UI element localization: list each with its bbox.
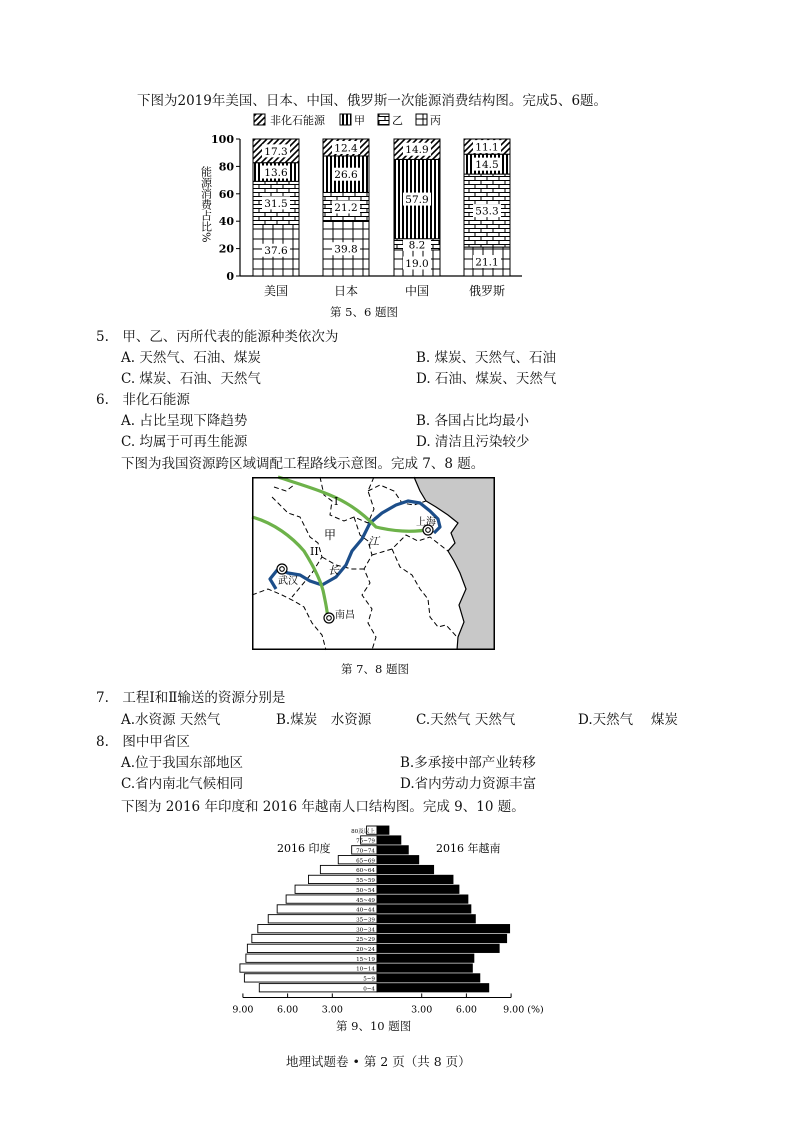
population-pyramid-chart <box>232 820 550 1016</box>
q5-option-c[interactable]: C. 煤炭、石油、天然气 <box>121 371 261 387</box>
chart2-x-tick-label: 6.00 <box>455 1004 477 1016</box>
age-group-label: 65~69 <box>356 858 375 865</box>
age-group-label: 55~59 <box>356 878 375 885</box>
chart2-x-tick-label: 6.00 <box>277 1004 299 1016</box>
age-group-label: 70~74 <box>356 848 375 855</box>
segment-value-label: 14.5 <box>475 159 499 172</box>
vietnam-bar <box>377 895 468 903</box>
q5-option-b[interactable]: B. 煤炭、天然气、石油 <box>416 350 557 366</box>
q8-option-c[interactable]: C.省内南北气候相同 <box>121 776 244 792</box>
intro-text-1: 下图为2019年美国、日本、中国、俄罗斯一次能源消费结构图。完成5、6题。 <box>137 93 608 109</box>
chart2-x-tick-label: 9.00 <box>232 1004 254 1016</box>
india-bar <box>259 984 377 992</box>
vietnam-bar <box>377 925 510 933</box>
chart1-ylabel: 能源消费占比% <box>199 166 213 243</box>
segment-value-label: 21.1 <box>475 256 499 269</box>
segment-value-label: 13.6 <box>264 167 288 180</box>
legend-label-bing: 丙 <box>430 114 441 127</box>
q8-option-d[interactable]: D.省内劳动力资源丰富 <box>400 776 537 792</box>
segment-value-label: 8.2 <box>408 239 426 252</box>
segment-value-label: 31.5 <box>264 197 288 210</box>
vietnam-bar <box>377 836 401 844</box>
chart1-y-tick-label: 20 <box>218 242 234 256</box>
label-wuhan: 武汉 <box>278 576 298 587</box>
map-caption: 第 7、8 题图 <box>341 662 409 676</box>
q7-stem: 7. 工程Ⅰ和Ⅱ输送的资源分别是 <box>96 690 286 706</box>
vietnam-bar <box>377 856 419 864</box>
label-route-two: II <box>310 545 319 558</box>
vietnam-bar <box>377 826 389 834</box>
page-footer: 地理试题卷 • 第 2 页（共 8 页） <box>286 1054 471 1069</box>
vietnam-bar <box>377 885 459 893</box>
chart1-y-tick-label: 100 <box>211 133 234 146</box>
age-group-label: 25~29 <box>356 937 375 944</box>
label-jiang: 江 <box>368 535 379 548</box>
q5-option-d[interactable]: D. 石油、煤炭、天然气 <box>416 371 557 387</box>
chart1-caption: 第 5、6 题图 <box>330 305 398 319</box>
segment-value-label: 17.3 <box>264 145 288 158</box>
vietnam-bar <box>377 846 408 854</box>
age-group-label: 0~4 <box>363 986 375 993</box>
q7-option-b[interactable]: B.煤炭 水资源 <box>276 712 372 728</box>
label-shanghai: 上海 <box>416 517 436 528</box>
age-group-label: 75~79 <box>356 838 375 845</box>
q5-stem: 5. 甲、乙、丙所代表的能源种类依次为 <box>96 329 339 345</box>
segment-value-label: 37.6 <box>264 245 288 258</box>
vietnam-bar <box>377 974 480 982</box>
vietnam-bar <box>377 905 471 913</box>
label-chang: 长 <box>328 564 339 577</box>
q6-option-a[interactable]: A. 占比呈现下降趋势 <box>121 413 248 429</box>
age-group-label: 40~44 <box>356 907 375 914</box>
q6-option-c[interactable]: C. 均属于可再生能源 <box>121 434 248 450</box>
legend-swatch-yi <box>378 114 389 125</box>
vietnam-bar <box>377 934 507 942</box>
q8-option-b[interactable]: B.多承接中部产业转移 <box>400 755 536 771</box>
vietnam-bar <box>377 944 499 952</box>
age-group-label: 45~49 <box>356 897 375 904</box>
intro-text-3: 下图为 2016 年印度和 2016 年越南人口结构图。完成 9、10 题。 <box>121 799 525 815</box>
legend-swatch-nonfossil <box>254 114 265 125</box>
legend-swatch-jia <box>340 114 351 125</box>
q7-option-a[interactable]: A.水资源 天然气 <box>121 712 221 728</box>
q6-stem: 6. 非化石能源 <box>96 392 190 408</box>
chart2-x-tick-label: 3.00 <box>411 1004 433 1016</box>
segment-value-label: 26.6 <box>334 169 358 182</box>
vietnam-bar <box>377 915 475 923</box>
label-province-jia: 甲 <box>324 528 337 542</box>
segment-value-label: 21.2 <box>334 201 358 214</box>
age-group-label: 20~24 <box>356 947 375 953</box>
segment-value-label: 11.1 <box>475 141 499 154</box>
age-group-label: 60~64 <box>356 868 375 875</box>
segment-value-label: 53.3 <box>475 205 499 218</box>
chart1-y-tick-label: 40 <box>218 215 234 229</box>
legend-label-nonfossil: 非化石能源 <box>270 114 325 127</box>
q5-option-a[interactable]: A. 天然气、石油、煤炭 <box>121 350 261 366</box>
vietnam-bar <box>377 954 474 962</box>
age-group-label: 5~9 <box>363 976 375 983</box>
q7-option-c[interactable]: C.天然气 天然气 <box>416 712 516 728</box>
label-route-one: I <box>334 495 339 508</box>
chart1-y-tick-label: 0 <box>226 270 234 283</box>
age-group-label: 80及以上 <box>351 828 375 835</box>
segment-value-label: 39.8 <box>334 243 358 256</box>
q8-option-a[interactable]: A.位于我国东部地区 <box>121 755 244 771</box>
pyramid-right-title: 2016 年越南 <box>436 842 501 855</box>
age-group-label: 50~54 <box>356 887 375 894</box>
resource-transfer-map <box>252 477 495 650</box>
age-group-label: 30~34 <box>356 927 375 934</box>
vietnam-bar <box>377 964 472 972</box>
q7-option-d[interactable]: D.天然气 煤炭 <box>578 712 678 728</box>
city-wuhan <box>277 564 287 574</box>
label-nanchang: 南昌 <box>335 610 355 621</box>
vietnam-bar <box>377 984 489 992</box>
chart1-y-tick-label: 80 <box>218 160 234 174</box>
chart1-y-tick-label: 60 <box>218 187 234 201</box>
india-bar <box>244 974 377 982</box>
q6-option-d[interactable]: D. 清洁且污染较少 <box>416 434 530 450</box>
chart2-x-tick-label: 9.00 (%) <box>503 1004 544 1016</box>
segment-value-label: 57.9 <box>405 194 429 207</box>
chart2-caption: 第 9、10 题图 <box>336 1019 412 1033</box>
q6-option-b[interactable]: B. 各国占比均最小 <box>416 413 530 429</box>
chart1-category-label: 美国 <box>263 284 289 298</box>
vietnam-bar <box>377 865 434 873</box>
age-group-label: 35~39 <box>356 917 375 924</box>
legend-label-yi: 乙 <box>392 114 403 127</box>
intro-text-2: 下图为我国资源跨区域调配工程路线示意图。完成 7、8 题。 <box>121 456 485 472</box>
age-group-label: 10~14 <box>356 966 375 973</box>
segment-value-label: 12.4 <box>334 142 358 155</box>
age-group-label: 15~19 <box>356 956 375 963</box>
legend-swatch-bing <box>416 114 427 125</box>
pyramid-left-title: 2016 印度 <box>277 842 331 855</box>
city-nanchang <box>324 613 334 623</box>
chart1-category-label: 日本 <box>333 284 359 298</box>
segment-value-label: 19.0 <box>405 257 429 270</box>
chart1-category-label: 俄罗斯 <box>468 284 506 298</box>
legend-label-jia: 甲 <box>354 114 365 127</box>
energy-structure-chart <box>190 108 530 304</box>
chart2-x-tick-label: 3.00 <box>321 1004 343 1016</box>
vietnam-bar <box>377 875 453 883</box>
chart1-category-label: 中国 <box>404 284 430 298</box>
segment-value-label: 14.9 <box>405 144 429 157</box>
q8-stem: 8. 图中甲省区 <box>96 734 190 750</box>
